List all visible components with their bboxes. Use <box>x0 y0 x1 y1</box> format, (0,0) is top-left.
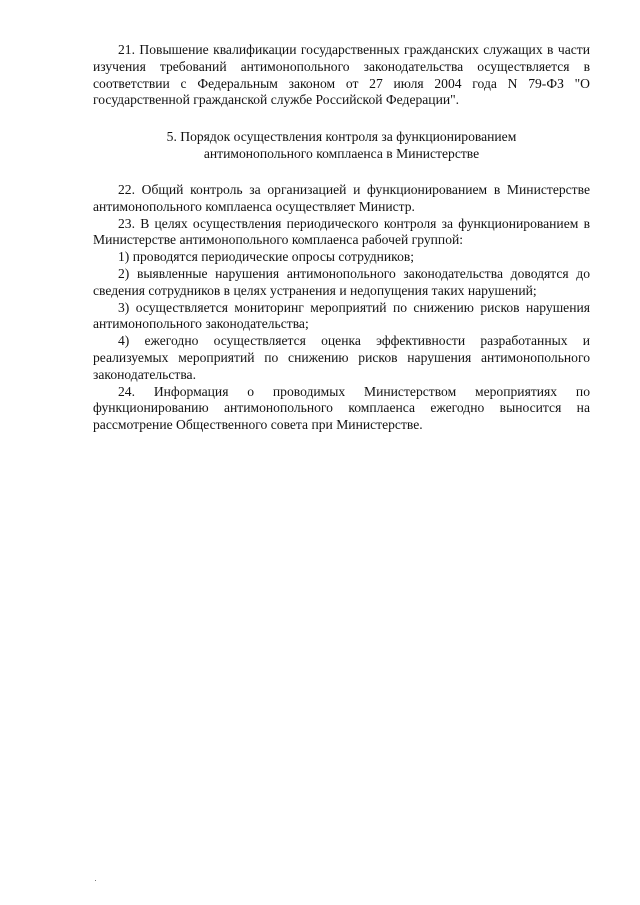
paragraph-24: 24. Информация о проводимых Министерством мероприятиях по функционированию антимонопольного комплаенса ежегодно выносится на рассмотрение Общественного совета при Министерстве. <box>93 383 590 433</box>
paragraph-23-item-1: 1) проводятся периодические опросы сотрудников; <box>118 249 415 265</box>
section-5-heading-line-2: антимонопольного комплаенса в Министерстве <box>203 146 480 161</box>
paragraph-22: 22. Общий контроль за организацией и функционированием в Министерстве антимонопольного комплаенса осуществляет Министр. <box>93 182 590 214</box>
paragraph-23-item-2: 2) выявленные нарушения антимонопольного законодательства доводятся до сведения сотрудников в целях устранения и недопущения таких нарушений; <box>93 265 590 298</box>
paragraph-23-item-4: 4) ежегодно осуществляется оценка эффективности разработанных и реализуемых мероприятий по снижению рисков нарушения антимонопольного законодательства. <box>93 333 590 382</box>
section-5-body <box>93 182 590 434</box>
section-5-heading <box>93 128 590 162</box>
paragraph-23: 23. В целях осуществления периодического контроля за функционированием в Министерстве антимонопольного комплаенса рабочей группой: <box>93 215 590 248</box>
paragraph-21: 21. Повышение квалификации государственных гражданских служащих в части изучения требований антимонопольного законодательства осуществляется в соответствии с Федеральным законом от 27 июля 2004 года N 79-ФЗ "О государственной гражданской службе Российской Федерации". <box>93 42 590 108</box>
section-5-heading-line-1: 5. Порядок осуществления контроля за функционированием <box>166 129 517 144</box>
paragraph-23-item-3: 3) осуществляется мониторинг мероприятий по снижению рисков нарушения антимонопольного законодательства; <box>93 299 590 332</box>
section-21 <box>93 42 590 109</box>
scan-speck <box>95 880 96 881</box>
